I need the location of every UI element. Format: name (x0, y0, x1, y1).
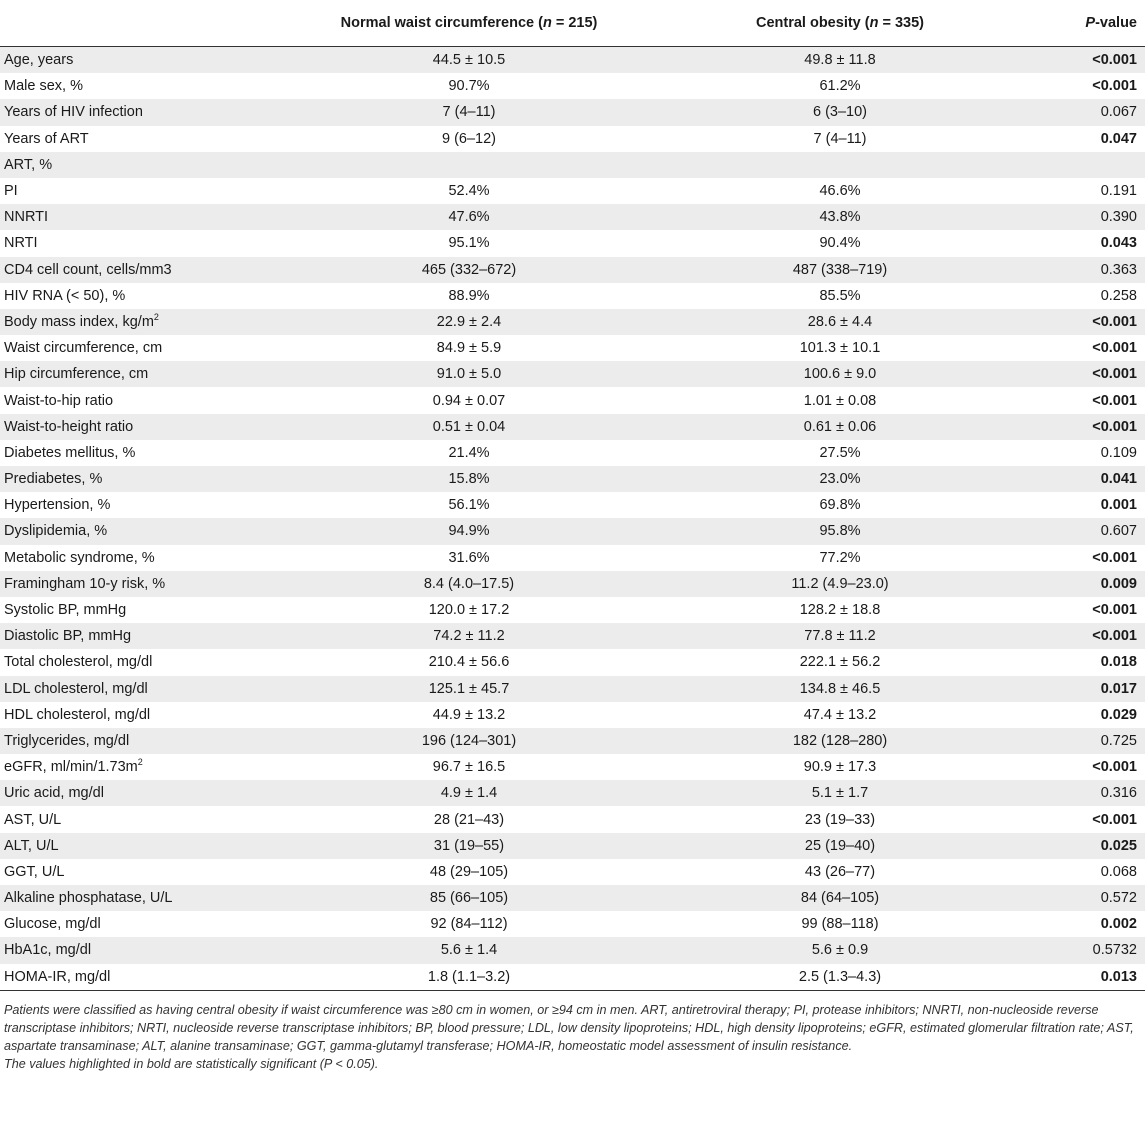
row-label: Hip circumference, cm (0, 361, 300, 387)
normal-waist-value: 7 (4–11) (300, 99, 638, 125)
normal-waist-value: 91.0 ± 5.0 (300, 361, 638, 387)
p-value: 0.029 (1042, 702, 1145, 728)
row-label: eGFR, $ml/\min/1.73m^2$ (0, 754, 300, 780)
row-label: HOMA-IR, mg/dl (0, 964, 300, 991)
p-value: 0.363 (1042, 257, 1145, 283)
central-obesity-value: 27.5% (638, 440, 1042, 466)
p-value: 0.067 (1042, 99, 1145, 125)
normal-waist-value: 4.9 ± 1.4 (300, 780, 638, 806)
row-label: Male sex, % (0, 73, 300, 99)
p-value: 0.5732 (1042, 937, 1145, 963)
central-obesity-value: 46.6% (638, 178, 1042, 204)
normal-waist-value: 120.0 ± 17.2 (300, 597, 638, 623)
row-label: ART, % (0, 152, 300, 178)
central-obesity-value: 43 (26–77) (638, 859, 1042, 885)
table-row (0, 230, 1145, 256)
header-p-value: P-value (1042, 0, 1145, 47)
row-label: ALT, U/L (0, 833, 300, 859)
footnote-abbreviations: Patients were classified as having central obesity if waist circumference was ≥80 cm in women, or ≥94 cm in men. ART, antiretroviral therapy; PI, protease inhibitors; NNRTI, non-nucleoside reverse transcriptase inhibitors; NRTI, nucleoside reverse transcriptase inhibitors; BP, blood pressure; LDL, low density lipoproteins; HDL, high density lipoproteins; eGFR, estimated glomerular filtration rate; AST, aspartate transaminase; ALT, alanine transaminase; GGT, gamma-glutamyl transferase; HOMA-IR, homeostatic model assessment of insulin resistance. (4, 1002, 1134, 1053)
row-label: AST, U/L (0, 806, 300, 832)
p-value: 0.025 (1042, 833, 1145, 859)
central-obesity-value (638, 152, 1042, 178)
table-row (0, 126, 1145, 152)
row-label: Metabolic syndrome, % (0, 545, 300, 571)
p-value: 0.047 (1042, 126, 1145, 152)
normal-waist-value: 196 (124–301) (300, 728, 638, 754)
row-label: Glucose, mg/dl (0, 911, 300, 937)
row-label: Uric acid, mg/dl (0, 780, 300, 806)
table-row (0, 649, 1145, 675)
row-label: Waist-to-hip ratio (0, 387, 300, 413)
p-value: 0.191 (1042, 178, 1145, 204)
central-obesity-value: 84 (64–105) (638, 885, 1042, 911)
central-obesity-value: 1.01 ± 0.08 (638, 387, 1042, 413)
normal-waist-value: 28 (21–43) (300, 806, 638, 832)
normal-waist-value: 47.6% (300, 204, 638, 230)
p-value: 0.316 (1042, 780, 1145, 806)
normal-waist-value: 44.9 ± 13.2 (300, 702, 638, 728)
p-value: 0.607 (1042, 518, 1145, 544)
p-value: 0.018 (1042, 649, 1145, 675)
central-obesity-value: 7 (4–11) (638, 126, 1042, 152)
row-label: LDL cholesterol, mg/dl (0, 676, 300, 702)
row-label: Age, years (0, 47, 300, 74)
p-value: 0.572 (1042, 885, 1145, 911)
row-label: HDL cholesterol, mg/dl (0, 702, 300, 728)
normal-waist-value: 88.9% (300, 283, 638, 309)
central-obesity-value: 69.8% (638, 492, 1042, 518)
normal-waist-value: 21.4% (300, 440, 638, 466)
row-label: GGT, U/L (0, 859, 300, 885)
central-obesity-value: 77.2% (638, 545, 1042, 571)
p-value: <0.001 (1042, 361, 1145, 387)
normal-waist-value: 48 (29–105) (300, 859, 638, 885)
footnote-significance: The values highlighted in bold are statistically significant (P < 0.05). (4, 1056, 379, 1071)
central-obesity-value: 487 (338–719) (638, 257, 1042, 283)
central-obesity-value: 100.6 ± 9.0 (638, 361, 1042, 387)
row-label: CD4 cell count, cells/mm3 (0, 257, 300, 283)
p-value: 0.009 (1042, 571, 1145, 597)
p-value: 0.109 (1042, 440, 1145, 466)
table-body (0, 47, 1145, 991)
table-row (0, 806, 1145, 832)
p-value: <0.001 (1042, 597, 1145, 623)
row-label: PI (0, 178, 300, 204)
row-label: Waist circumference, cm (0, 335, 300, 361)
central-obesity-value: 23 (19–33) (638, 806, 1042, 832)
central-obesity-value: 6 (3–10) (638, 99, 1042, 125)
p-value: <0.001 (1042, 73, 1145, 99)
table-row (0, 597, 1145, 623)
row-label: Diastolic BP, mmHg (0, 623, 300, 649)
row-label: Prediabetes, % (0, 466, 300, 492)
normal-waist-value: 8.4 (4.0–17.5) (300, 571, 638, 597)
p-value: <0.001 (1042, 545, 1145, 571)
normal-waist-value: 15.8% (300, 466, 638, 492)
normal-waist-value: 94.9% (300, 518, 638, 544)
central-obesity-value: 5.1 ± 1.7 (638, 780, 1042, 806)
table-row (0, 283, 1145, 309)
header-variable (0, 0, 300, 47)
row-label: HIV RNA (< 50), % (0, 283, 300, 309)
table-row (0, 440, 1145, 466)
normal-waist-value: 9 (6–12) (300, 126, 638, 152)
central-obesity-value: 11.2 (4.9–23.0) (638, 571, 1042, 597)
row-label: HbA1c, mg/dl (0, 937, 300, 963)
table-row (0, 702, 1145, 728)
row-label: Years of ART (0, 126, 300, 152)
normal-waist-value: 85 (66–105) (300, 885, 638, 911)
central-obesity-value: 101.3 ± 10.1 (638, 335, 1042, 361)
table-row (0, 204, 1145, 230)
table-row (0, 178, 1145, 204)
row-label: Systolic BP, mmHg (0, 597, 300, 623)
table-row (0, 257, 1145, 283)
row-label: Framingham 10-y risk, % (0, 571, 300, 597)
row-label: Triglycerides, mg/dl (0, 728, 300, 754)
p-value: 0.002 (1042, 911, 1145, 937)
central-obesity-value: 5.6 ± 0.9 (638, 937, 1042, 963)
p-value: <0.001 (1042, 309, 1145, 335)
central-obesity-value: 128.2 ± 18.8 (638, 597, 1042, 623)
table-row (0, 937, 1145, 963)
p-value: 0.068 (1042, 859, 1145, 885)
central-obesity-value: 99 (88–118) (638, 911, 1042, 937)
central-obesity-value: 2.5 (1.3–4.3) (638, 964, 1042, 991)
table-row (0, 676, 1145, 702)
table-row (0, 309, 1145, 335)
normal-waist-value: 56.1% (300, 492, 638, 518)
table-row (0, 623, 1145, 649)
table-row (0, 414, 1145, 440)
central-obesity-value: 49.8 ± 11.8 (638, 47, 1042, 74)
central-obesity-value: 90.9 ± 17.3 (638, 754, 1042, 780)
central-obesity-value: 43.8% (638, 204, 1042, 230)
central-obesity-value: 61.2% (638, 73, 1042, 99)
header-row (0, 0, 1145, 47)
table-row (0, 964, 1145, 991)
p-value: <0.001 (1042, 754, 1145, 780)
row-label: Diabetes mellitus, % (0, 440, 300, 466)
table-row (0, 859, 1145, 885)
table-row (0, 545, 1145, 571)
normal-waist-value: 44.5 ± 10.5 (300, 47, 638, 74)
central-obesity-value: 90.4% (638, 230, 1042, 256)
p-value: 0.258 (1042, 283, 1145, 309)
row-label: Body mass index, $kg/m^2$ (0, 309, 300, 335)
p-value: 0.017 (1042, 676, 1145, 702)
table-row (0, 47, 1145, 74)
row-label: Waist-to-height ratio (0, 414, 300, 440)
table-row (0, 73, 1145, 99)
p-value: <0.001 (1042, 623, 1145, 649)
normal-waist-value: 0.94 ± 0.07 (300, 387, 638, 413)
normal-waist-value: 31.6% (300, 545, 638, 571)
normal-waist-value: 90.7% (300, 73, 638, 99)
central-obesity-value: 134.8 ± 46.5 (638, 676, 1042, 702)
central-obesity-value: 182 (128–280) (638, 728, 1042, 754)
p-value: <0.001 (1042, 47, 1145, 74)
central-obesity-value: 222.1 ± 56.2 (638, 649, 1042, 675)
table-row (0, 911, 1145, 937)
table-row (0, 99, 1145, 125)
normal-waist-value: 95.1% (300, 230, 638, 256)
p-value: <0.001 (1042, 387, 1145, 413)
p-value (1042, 152, 1145, 178)
table-row (0, 335, 1145, 361)
row-label: Years of HIV infection (0, 99, 300, 125)
normal-waist-value: 465 (332–672) (300, 257, 638, 283)
central-obesity-value: 95.8% (638, 518, 1042, 544)
header-normal-waist: Normal waist circumference (n = 215) (300, 0, 638, 47)
normal-waist-value: 1.8 (1.1–3.2) (300, 964, 638, 991)
normal-waist-value: 125.1 ± 45.7 (300, 676, 638, 702)
central-obesity-value: 23.0% (638, 466, 1042, 492)
normal-waist-value: 31 (19–55) (300, 833, 638, 859)
table-row (0, 571, 1145, 597)
table-row (0, 466, 1145, 492)
p-value: <0.001 (1042, 806, 1145, 832)
p-value: 0.725 (1042, 728, 1145, 754)
p-value: 0.001 (1042, 492, 1145, 518)
normal-waist-value: 22.9 ± 2.4 (300, 309, 638, 335)
p-value: 0.390 (1042, 204, 1145, 230)
table-row (0, 518, 1145, 544)
normal-waist-value: 52.4% (300, 178, 638, 204)
normal-waist-value: 210.4 ± 56.6 (300, 649, 638, 675)
row-label: Alkaline phosphatase, U/L (0, 885, 300, 911)
row-label: Hypertension, % (0, 492, 300, 518)
p-value: 0.013 (1042, 964, 1145, 991)
normal-waist-value: 74.2 ± 11.2 (300, 623, 638, 649)
central-obesity-value: 0.61 ± 0.06 (638, 414, 1042, 440)
central-obesity-value: 85.5% (638, 283, 1042, 309)
normal-waist-value: 96.7 ± 16.5 (300, 754, 638, 780)
table-footnote (0, 1001, 1145, 1073)
row-label: NNRTI (0, 204, 300, 230)
table-row (0, 152, 1145, 178)
table-row (0, 492, 1145, 518)
p-value: <0.001 (1042, 414, 1145, 440)
table-row (0, 833, 1145, 859)
table-row (0, 780, 1145, 806)
row-label: NRTI (0, 230, 300, 256)
p-value: 0.041 (1042, 466, 1145, 492)
row-label: Dyslipidemia, % (0, 518, 300, 544)
central-obesity-value: 47.4 ± 13.2 (638, 702, 1042, 728)
header-central-obesity: Central obesity (n = 335) (638, 0, 1042, 47)
row-label: Total cholesterol, mg/dl (0, 649, 300, 675)
p-value: <0.001 (1042, 335, 1145, 361)
normal-waist-value: 84.9 ± 5.9 (300, 335, 638, 361)
table-row (0, 387, 1145, 413)
table-row (0, 361, 1145, 387)
table-row (0, 728, 1145, 754)
normal-waist-value: 5.6 ± 1.4 (300, 937, 638, 963)
normal-waist-value: 0.51 ± 0.04 (300, 414, 638, 440)
table-row (0, 885, 1145, 911)
central-obesity-value: 28.6 ± 4.4 (638, 309, 1042, 335)
normal-waist-value: 92 (84–112) (300, 911, 638, 937)
p-value: 0.043 (1042, 230, 1145, 256)
central-obesity-value: 77.8 ± 11.2 (638, 623, 1042, 649)
normal-waist-value (300, 152, 638, 178)
central-obesity-value: 25 (19–40) (638, 833, 1042, 859)
table-row (0, 754, 1145, 780)
